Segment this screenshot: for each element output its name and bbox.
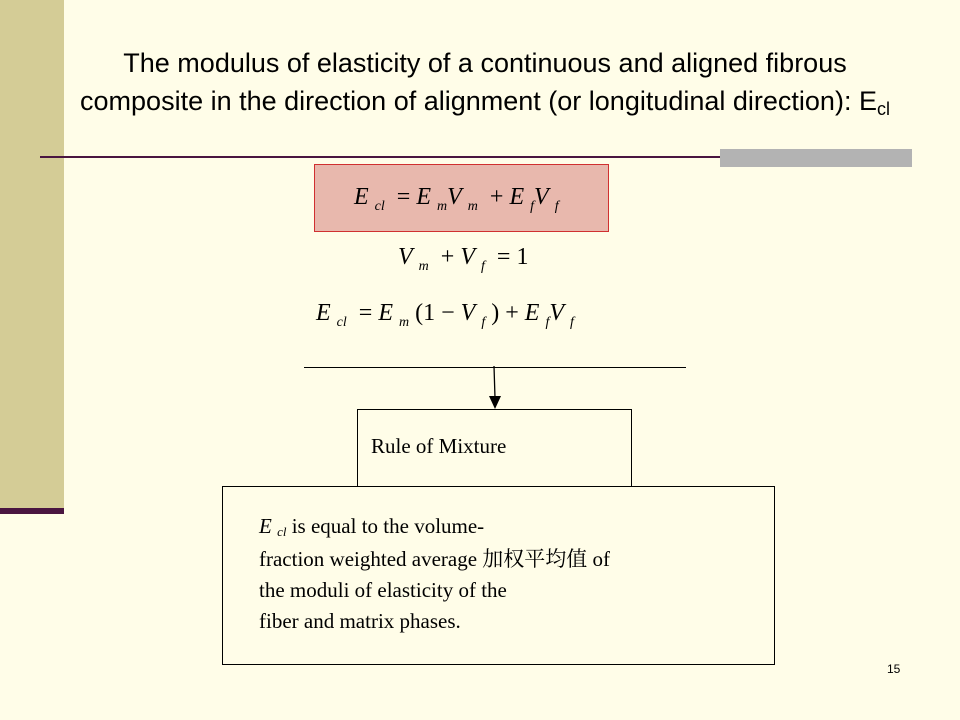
eq2-symbol: V (398, 244, 413, 270)
explanation-line-2: fraction weighted average 加权平均值 of (259, 547, 611, 571)
equation-3 (316, 300, 574, 330)
explanation-text (259, 511, 610, 637)
eq3-symbol: E (524, 300, 540, 326)
eq3-operator: + (505, 300, 519, 326)
eq3-symbol: E (378, 300, 393, 326)
eq1-symbol: E (416, 184, 431, 210)
eq3-subscript: f (481, 315, 486, 330)
eq3-operator: = (358, 300, 373, 326)
note-subscript: cl (277, 524, 287, 539)
eq3-symbol: E (316, 300, 331, 326)
note-symbol: E (259, 514, 272, 538)
slide-title (70, 44, 900, 120)
page-number: 15 (887, 662, 901, 676)
rule-of-mixture-label: Rule of Mixture (371, 434, 507, 458)
eq3-paren-close: ) (491, 300, 500, 326)
eq1-symbol: V (534, 184, 549, 210)
eq3-symbol: V (549, 300, 565, 326)
eq1-subscript: m (437, 199, 448, 214)
eq1-operator: + (489, 184, 504, 210)
eq3-symbol: V (460, 300, 476, 326)
explanation-line-1 (259, 511, 610, 544)
eq3-operator: − (441, 300, 455, 326)
title-accent-bar (720, 149, 912, 167)
rule-of-mixture-box (357, 409, 632, 489)
eq2-operator: = (496, 244, 511, 270)
eq2-constant: 1 (516, 244, 529, 270)
eq3-subscript: f (545, 315, 550, 330)
eq2-subscript: f (481, 259, 485, 274)
eq3-paren-open: (1 (415, 300, 436, 326)
eq1-subscript: f (530, 199, 535, 214)
eq1-symbol: V (447, 184, 462, 210)
explanation-line-4: fiber and matrix phases. (259, 609, 461, 633)
title-subscript: cl (876, 99, 890, 119)
eq1-subscript: f (554, 199, 559, 214)
eq1-subscript: cl (374, 199, 385, 214)
note-line1-text: is equal to the volume- (286, 514, 485, 538)
eq2-operator: + (440, 244, 455, 270)
eq2-subscript: m (418, 259, 429, 274)
equation-2 (398, 244, 529, 274)
eq1-symbol: E (509, 184, 525, 210)
explanation-box (222, 486, 775, 665)
left-decor-band (0, 0, 64, 510)
eq3-subscript: m (399, 315, 410, 330)
eq2-symbol: V (460, 244, 476, 270)
left-decor-bar (0, 508, 64, 514)
equation-1 (354, 184, 559, 214)
eq3-subscript: f (570, 315, 574, 330)
explanation-line-3: the moduli of elasticity of the (259, 578, 507, 602)
eq3-subscript: cl (336, 315, 347, 330)
eq1-symbol: E (354, 184, 369, 210)
eq1-operator: = (396, 184, 411, 210)
title-text: The modulus of elasticity of a continuous and aligned fibrous composite in the direction of alignment (or longitudinal direction): E (80, 48, 877, 116)
down-arrow-icon (484, 364, 508, 412)
eq1-subscript: m (467, 199, 478, 214)
